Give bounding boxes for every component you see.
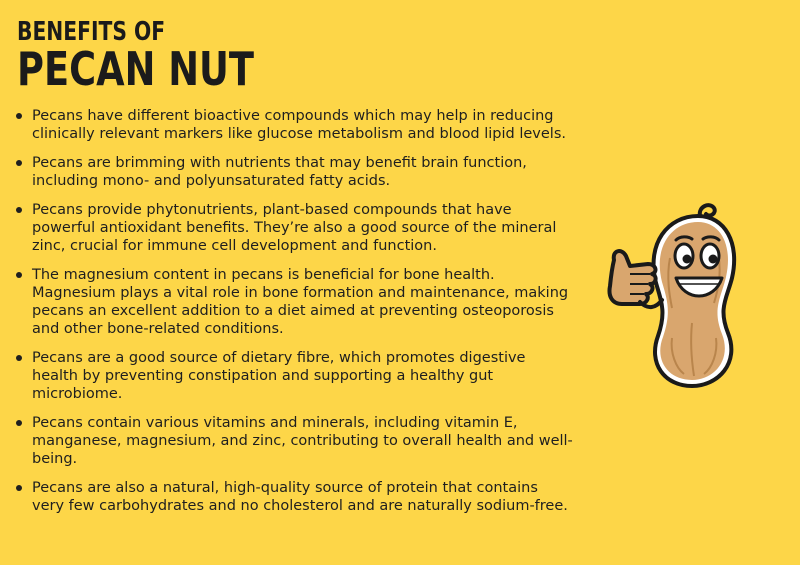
benefit-text: Pecans have different bioactive compounds which may help in reducing clinically relevant markers like glucose metabolism and blood lipid levels. <box>32 108 566 142</box>
bullet-icon <box>16 113 22 119</box>
benefits-list <box>14 107 574 526</box>
bullet-icon <box>16 272 22 278</box>
bullet-icon <box>16 207 22 213</box>
list-item <box>14 266 574 338</box>
header <box>17 17 313 96</box>
list-item <box>14 107 574 143</box>
benefit-text: Pecans provide phytonutrients, plant-based compounds that have powerful antioxidant benefits. They’re also a good source of the mineral zinc, crucial for immune cell development and function. <box>32 202 557 254</box>
list-item <box>14 349 574 403</box>
list-item <box>14 479 574 515</box>
benefit-text: Pecans are also a natural, high-quality source of protein that contains very few carbohydrates and no cholesterol and are naturally sodium-free. <box>32 480 568 514</box>
benefit-text: Pecans contain various vitamins and minerals, including vitamin E, manganese, magnesium, and zinc, contributing to overall health and well-being. <box>32 415 573 467</box>
list-item <box>14 414 574 468</box>
peanut-mascot-thumbs-up-icon <box>600 198 750 398</box>
bullet-icon <box>16 420 22 426</box>
bullet-icon <box>16 355 22 361</box>
bullet-icon <box>16 160 22 166</box>
list-item <box>14 154 574 190</box>
bullet-icon <box>16 485 22 491</box>
benefit-text: Pecans are brimming with nutrients that may benefit brain function, including mono- and polyunsaturated fatty acids. <box>32 155 527 189</box>
list-item <box>14 201 574 255</box>
page-title: PECAN NUT <box>17 42 254 96</box>
benefit-text: The magnesium content in pecans is beneficial for bone health. Magnesium plays a vital role in bone formation and maintenance, making pecans an excellent addition to a diet aimed at preventing osteoporosis and other bone-related conditions. <box>32 267 569 337</box>
benefit-text: Pecans are a good source of dietary fibre, which promotes digestive health by preventing constipation and supporting a healthy gut microbiome. <box>32 350 526 402</box>
page-subtitle: BENEFITS OF <box>17 17 166 47</box>
